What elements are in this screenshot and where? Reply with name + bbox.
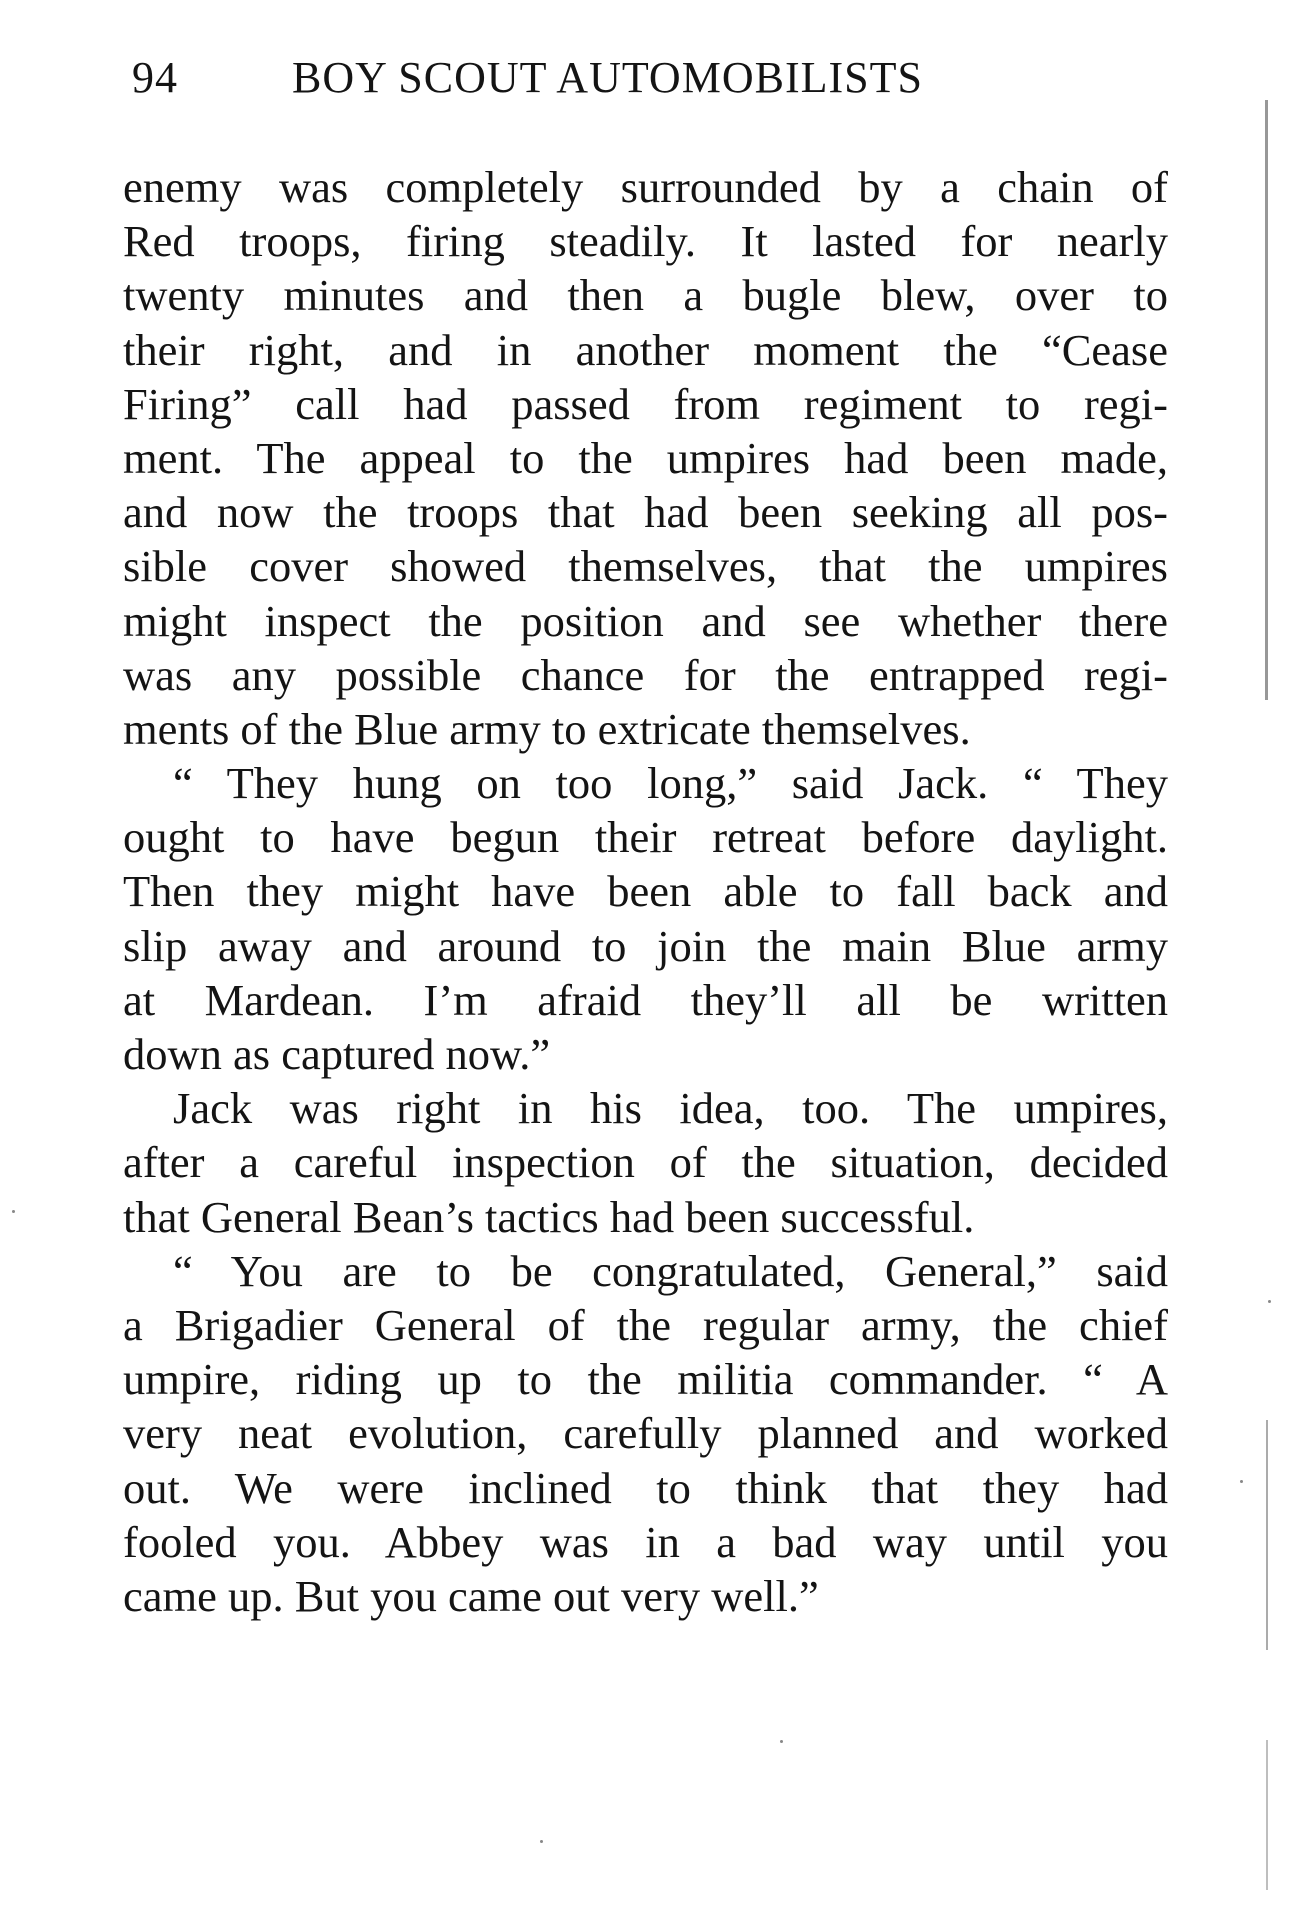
text-line: their right, and in another moment the “Cease bbox=[123, 324, 1168, 375]
text-line: very neat evolution, carefully planned and worked bbox=[123, 1408, 1168, 1459]
page-header bbox=[132, 52, 1132, 112]
text-line: came up. But you came out very well.” bbox=[123, 1570, 819, 1621]
text-line: twenty minutes and then a bugle blew, over to bbox=[123, 270, 1168, 321]
text-line: enemy was completely surrounded by a chain of bbox=[123, 162, 1168, 212]
text-line: was any possible chance for the entrapped regi- bbox=[123, 649, 1168, 700]
text-line: Then they might have been able to fall back and bbox=[123, 866, 1168, 917]
text-line: ments of the Blue army to extricate themselves. bbox=[123, 703, 971, 754]
body-text bbox=[123, 160, 1168, 1623]
text-line: might inspect the position and see whether there bbox=[123, 595, 1168, 646]
text-line: out. We were inclined to think that they had bbox=[123, 1462, 1168, 1513]
text-line: Jack was right in his idea, too. The umpires, bbox=[173, 1083, 1168, 1134]
text-line: and now the troops that had been seeking all pos- bbox=[123, 487, 1168, 538]
text-line: umpire, riding up to the militia commander. “ A bbox=[123, 1354, 1168, 1405]
text-line: a Brigadier General of the regular army, the chief bbox=[123, 1299, 1168, 1350]
binding-shadow bbox=[1266, 1420, 1268, 1650]
binding-shadow bbox=[1265, 100, 1268, 700]
text-line: slip away and around to join the main Blue army bbox=[123, 920, 1168, 971]
scan-speck bbox=[780, 1740, 783, 1743]
text-line: “ They hung on too long,” said Jack. “ They bbox=[173, 758, 1168, 809]
text-line: sible cover showed themselves, that the umpires bbox=[123, 541, 1168, 592]
page-number: 94 bbox=[132, 53, 178, 102]
text-line: Firing” call had passed from regiment to regi- bbox=[123, 378, 1168, 429]
text-line: down as captured now.” bbox=[123, 1029, 551, 1079]
scan-speck bbox=[540, 1840, 543, 1843]
running-title: BOY SCOUT AUTOMOBILISTS bbox=[292, 53, 923, 102]
text-line: fooled you. Abbey was in a bad way until you bbox=[123, 1516, 1168, 1567]
text-line: Red troops, firing steadily. It lasted for nearly bbox=[123, 216, 1168, 267]
binding-shadow bbox=[1266, 1740, 1268, 1890]
scan-speck bbox=[12, 1210, 15, 1213]
scan-speck bbox=[1268, 1300, 1271, 1303]
text-line: ment. The appeal to the umpires had been made, bbox=[123, 432, 1168, 483]
text-line: at Mardean. I’m afraid they’ll all be written bbox=[123, 974, 1168, 1025]
text-line: that General Bean’s tactics had been successful. bbox=[123, 1191, 975, 1242]
text-line: after a careful inspection of the situation, decided bbox=[123, 1137, 1168, 1188]
text-line: “ You are to be congratulated, General,” said bbox=[173, 1245, 1168, 1296]
text-line: ought to have begun their retreat before daylight. bbox=[123, 812, 1168, 863]
scan-speck bbox=[1240, 1480, 1243, 1483]
